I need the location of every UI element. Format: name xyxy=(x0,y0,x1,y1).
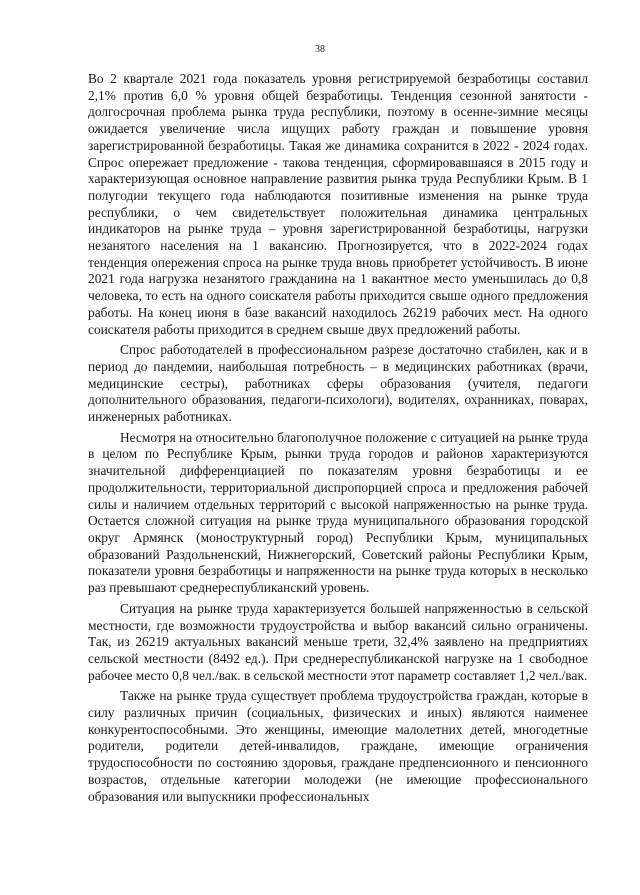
body-text xyxy=(88,71,588,809)
paragraph-territorial-differentiation: Несмотря на относительно благополучное положение с ситуацией на рынке труда в целом по Республике Крым, рынки труда городов и районов характеризуются значительной дифференциацией по показателям уровня безработицы и ее продолжительности, территориальной диспропорцией спроса и предложения рабочей силы и наличием отдельных территорий с высокой напряженностью на рынке труда. Остается сложной ситуация на рынке труда муниципального образования городской округ Армянск (моноструктурный город) Республики Крым, муниципальных образований Раздольненский, Нижнегорский, Советский районы Республики Крым, показатели уровня безработицы и напряженности на рынке труда которых в несколько раз превышают среднереспубликанский уровень. xyxy=(88,429,588,596)
paragraph-unemployment-dynamics: Во 2 квартале 2021 года показатель уровня регистрируемой безработицы составил 2,1% против 6,0 % уровня общей безработицы. Тенденция сезонной занятости - долгосрочная проблема рынка труда республики, поэтому в осенне-зимние месяцы ожидается увеличение числа ищущих работу граждан и повышение уровня зарегистрированной безработицы. Такая же динамика сохранится в 2022 - 2024 годах. Спрос опережает предложение - такова тенденция, сформировавшаяся в 2015 году и характеризующая основное направление развития рынка труда Республики Крым. В 1 полугодии текущего года наблюдаются позитивные изменения на рынке труда республики, о чем свидетельствует положительная динамика центральных индикаторов на рынке труда – уровня зарегистрированной безработицы, нагрузки незанятого населения на 1 вакансию. Прогнозируется, что в 2022-2024 годах тенденция опережения спроса на рынке труда вновь приобретет устойчивость. В июне 2021 года нагрузка незанятого гражданина на 1 вакантное место уменьшилась до 0,8 человека, то есть на одного соискателя работы приходится свыше одного предложения работы. На конец июня в базе вакансий находилось 26219 рабочих мест. На одного соискателя работы приходится в среднем свыше двух предложений работы. xyxy=(88,71,588,337)
page-number: 38 xyxy=(315,44,325,55)
paragraph-employer-demand: Спрос работодателей в профессиональном разрезе достаточно стабилен, как и в период до пандемии, наибольшая потребность – в медицинских работниках (врачи, медицинские сестры), работниках сферы образования (учителя, педагоги дополнительного образования, педагоги-психологи), водителях, охранниках, поварах, инженерных работниках. xyxy=(88,342,588,425)
paragraph-rural-labor-market: Ситуация на рынке труда характеризуется большей напряженностью в сельской местности, где возможности трудоустройства и выбор вакансий сильно ограничены. Так, из 26219 актуальных вакансий меньше трети, 32,4% заявлено на предприятиях сельской местности (8492 ед.). При среднереспубликанской нагрузке на 1 свободное рабочее место 0,8 чел./вак. в сельской местности этот параметр составляет 1,2 чел./вак. xyxy=(88,600,588,683)
paragraph-vulnerable-groups: Также на рынке труда существует проблема трудоустройства граждан, которые в силу различных причин (социальных, физических и иных) являются наименее конкурентоспособными. Это женщины, имеющие малолетних детей, многодетные родители, родители детей-инвалидов, граждане, имеющие ограничения трудоспособности по состоянию здоровья, граждане предпенсионного и пенсионного возрастов, отдельные категории молодежи (не имеющие профессионального образования или выпускники профессиональных xyxy=(88,688,588,804)
